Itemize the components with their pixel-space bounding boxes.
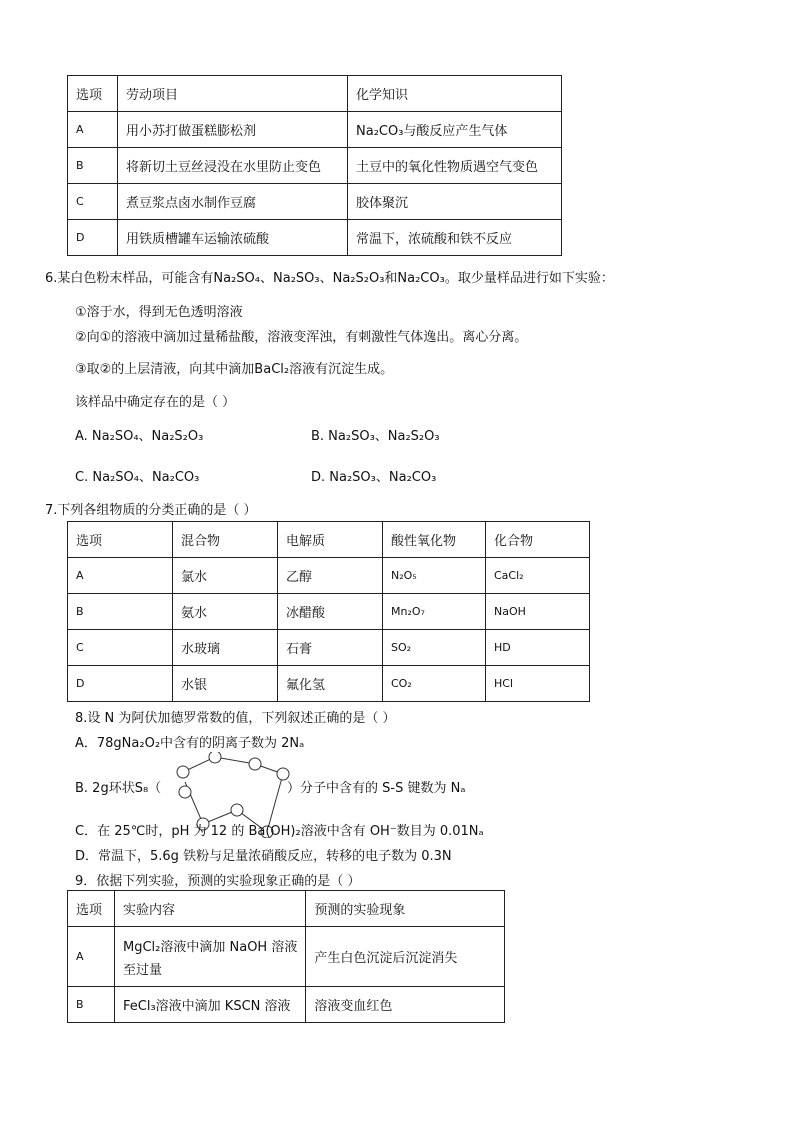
q7-cell: 氯水	[173, 558, 278, 594]
q8-option-c: C．在 25℃时，pH 为 12 的 Ba(OH)₂溶液中含有 OH⁻数目为 0.01Nₐ	[75, 824, 484, 839]
q7-cell: Mn₂O₇	[383, 594, 486, 630]
q9-header-cell: 实验内容	[115, 891, 306, 927]
table-row	[68, 594, 590, 630]
q7-cell: NaOH	[486, 594, 590, 630]
q7-cell: A	[68, 558, 173, 594]
q7-cell: 乙醇	[278, 558, 383, 594]
table1-cell: 土豆中的氧化性物质遇空气变色	[348, 148, 562, 184]
table-row	[68, 148, 562, 184]
table1-cell: Na₂CO₃与酸反应产生气体	[348, 112, 562, 148]
table1-header-cell: 化学知识	[348, 76, 562, 112]
q9-cell: FeCl₃溶液中滴加 KSCN 溶液	[115, 987, 306, 1023]
q9-cell: A	[68, 927, 115, 987]
q7-cell: 石膏	[278, 630, 383, 666]
table1-cell: 常温下，浓硫酸和铁不反应	[348, 220, 562, 256]
q7-cell: 氟化氢	[278, 666, 383, 702]
q7-cell: 氨水	[173, 594, 278, 630]
q7-cell: 冰醋酸	[278, 594, 383, 630]
experiment-table	[67, 890, 505, 1023]
q6-option-d: D. Na₂SO₃、Na₂CO₃	[311, 470, 437, 485]
q9-cell: B	[68, 987, 115, 1023]
q6-option-b: B. Na₂SO₃、Na₂S₂O₃	[311, 429, 440, 444]
q7-cell: N₂O₅	[383, 558, 486, 594]
q8-option-b-prefix: B. 2g环状S₈（	[75, 781, 162, 796]
table1-cell: 用铁质槽罐车运输浓硫酸	[118, 220, 348, 256]
q8-option-d: D．常温下，5.6g 铁粉与足量浓硝酸反应，转移的电子数为 0.3N	[75, 849, 452, 864]
table1-cell: 煮豆浆点卤水制作豆腐	[118, 184, 348, 220]
q7-header-cell: 化合物	[486, 522, 590, 558]
q6-option-c: C. Na₂SO₄、Na₂CO₃	[75, 470, 200, 485]
table1-header-cell: 选项	[68, 76, 118, 112]
q6-step-1: ①溶于水，得到无色透明溶液	[75, 305, 243, 320]
q7-header-cell: 电解质	[278, 522, 383, 558]
q6-stem: 6.某白色粉末样品，可能含有Na₂SO₄、Na₂SO₃、Na₂S₂O₃和Na₂CO₃。取少量样品进行如下实验：	[45, 271, 614, 286]
table-row	[68, 220, 562, 256]
q8-option-b-suffix: ）分子中含有的 S-S 键数为 Nₐ	[287, 781, 466, 796]
table-row	[68, 927, 505, 987]
table1-cell: 将新切土豆丝浸没在水里防止变色	[118, 148, 348, 184]
q8-option-a: A．78gNa₂O₂中含有的阴离子数为 2Nₐ	[75, 736, 305, 751]
table-row	[68, 630, 590, 666]
q9-cell	[115, 927, 306, 987]
q7-cell: 水玻璃	[173, 630, 278, 666]
table1-cell: A	[68, 112, 118, 148]
q7-cell: 水银	[173, 666, 278, 702]
q6-question: 该样品中确定存在的是（ ）	[75, 395, 236, 410]
q6-step-2: ②向①的溶液中滴加过量稀盐酸，溶液变浑浊，有刺激性气体逸出。离心分离。	[75, 330, 528, 345]
q6-step-3: ③取②的上层清液，向其中滴加BaCl₂溶液有沉淀生成。	[75, 362, 394, 377]
q7-cell: C	[68, 630, 173, 666]
labor-chemistry-table	[67, 75, 562, 256]
table-row	[68, 184, 562, 220]
table-row	[68, 987, 505, 1023]
q7-cell: CaCl₂	[486, 558, 590, 594]
table1-cell: 胶体聚沉	[348, 184, 562, 220]
q7-header-cell: 选项	[68, 522, 173, 558]
classification-table	[67, 521, 590, 702]
q7-cell: D	[68, 666, 173, 702]
q8-stem: 8.设 N 为阿伏加德罗常数的值，下列叙述正确的是（ ）	[75, 711, 396, 726]
q6-option-a: A. Na₂SO₄、Na₂S₂O₃	[75, 429, 204, 444]
q9-cell: 产生白色沉淀后沉淀消失	[306, 927, 505, 987]
q9-cell: 溶液变血红色	[306, 987, 505, 1023]
table-row	[68, 666, 590, 702]
table1-cell: 用小苏打做蛋糕膨松剂	[118, 112, 348, 148]
table1-cell: D	[68, 220, 118, 256]
table-row	[68, 558, 590, 594]
table1-header-cell: 劳动项目	[118, 76, 348, 112]
q7-cell: SO₂	[383, 630, 486, 666]
q7-cell: HD	[486, 630, 590, 666]
q7-header-cell: 酸性氧化物	[383, 522, 486, 558]
table1-cell: C	[68, 184, 118, 220]
q9-stem: 9．依据下列实验，预测的实验现象正确的是（ ）	[75, 874, 361, 889]
q9-header-cell: 选项	[68, 891, 115, 927]
q7-cell: B	[68, 594, 173, 630]
q7-cell: CO₂	[383, 666, 486, 702]
q9-header-cell: 预测的实验现象	[306, 891, 505, 927]
q7-header-cell: 混合物	[173, 522, 278, 558]
q7-cell: HCl	[486, 666, 590, 702]
table1-cell: B	[68, 148, 118, 184]
q7-stem: 7.下列各组物质的分类正确的是（ ）	[45, 503, 257, 518]
q9-cell-line: MgCl₂溶液中滴加 NaOH 溶液	[123, 939, 298, 955]
q9-cell-line: 至过量	[123, 962, 163, 978]
table-row	[68, 112, 562, 148]
